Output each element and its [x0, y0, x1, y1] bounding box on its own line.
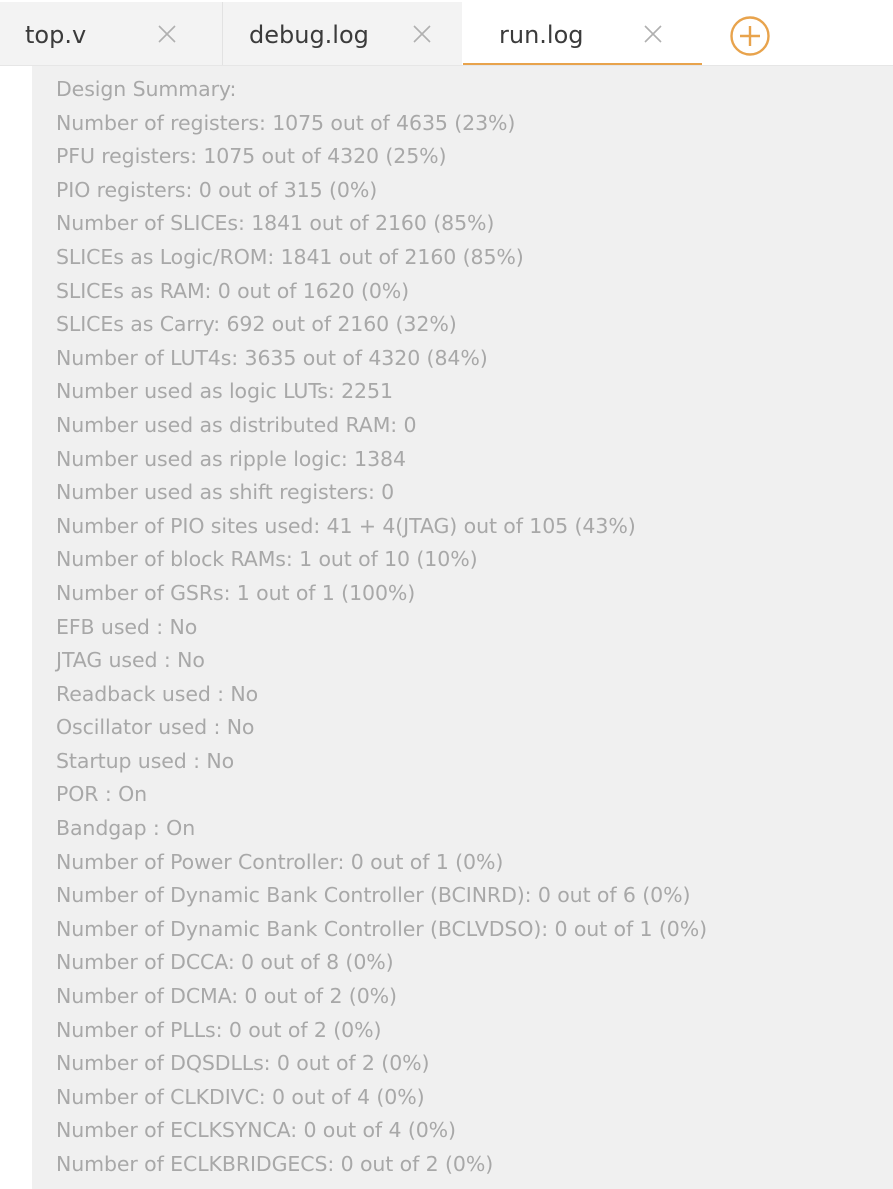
log-line: Number used as distributed RAM: 0 — [56, 412, 417, 437]
log-line: EFB used : No — [56, 614, 198, 639]
add-tab-button[interactable] — [729, 15, 771, 57]
log-line: Number of block RAMs: 1 out of 10 (10%) — [56, 547, 478, 572]
tab-debug-log[interactable] — [223, 2, 462, 65]
log-line: Number of PIO sites used: 41 + 4(JTAG) out of 105 (43%) — [56, 513, 636, 538]
log-line: Number of DCCA: 0 out of 8 (0%) — [56, 950, 394, 975]
close-icon[interactable] — [157, 24, 177, 44]
log-line: Number of ECLKBRIDGECS: 0 out of 2 (0%) — [56, 1152, 494, 1176]
log-line: PIO registers: 0 out of 315 (0%) — [56, 177, 378, 202]
tab-label: debug.log — [249, 21, 369, 49]
close-icon[interactable] — [643, 24, 663, 44]
log-line: Number of SLICEs: 1841 out of 2160 (85%) — [56, 211, 495, 236]
log-line: Number used as logic LUTs: 2251 — [56, 379, 393, 404]
log-line: Startup used : No — [56, 748, 235, 773]
log-line: SLICEs as RAM: 0 out of 1620 (0%) — [56, 278, 410, 303]
log-line: Number of registers: 1075 out of 4635 (23%) — [56, 110, 516, 135]
log-line: Design Summary: — [56, 77, 237, 101]
log-line: POR : On — [56, 782, 148, 807]
log-line: Number of Dynamic Bank Controller (BCLVDSO): 0 out of 1 (0%) — [56, 916, 707, 941]
plus-circle-icon — [729, 15, 771, 57]
log-line: Oscillator used : No — [56, 715, 255, 740]
log-line: PFU registers: 1075 out of 4320 (25%) — [56, 144, 447, 169]
log-line: Number of PLLs: 0 out of 2 (0%) — [56, 1017, 382, 1042]
tab-top-v[interactable] — [0, 2, 222, 65]
log-viewer[interactable] — [32, 66, 893, 1189]
log-line: Number of Dynamic Bank Controller (BCINRD): 0 out of 6 (0%) — [56, 883, 691, 908]
log-line: Number of GSRs: 1 out of 1 (100%) — [56, 580, 416, 605]
tab-bar — [0, 0, 893, 66]
tab-run-log[interactable] — [463, 2, 702, 65]
close-icon[interactable] — [412, 24, 432, 44]
log-line: JTAG used : No — [56, 648, 205, 673]
log-lines — [56, 73, 707, 1182]
log-line: Number used as shift registers: 0 — [56, 480, 395, 505]
log-line: SLICEs as Logic/ROM: 1841 out of 2160 (85%) — [56, 244, 524, 269]
log-line: Number of ECLKSYNCA: 0 out of 4 (0%) — [56, 1118, 456, 1143]
log-line: Bandgap : On — [56, 816, 196, 841]
log-line: Number of CLKDIVC: 0 out of 4 (0%) — [56, 1084, 425, 1109]
tab-label: run.log — [499, 21, 584, 49]
tab-label: top.v — [25, 21, 87, 49]
log-line: SLICEs as Carry: 692 out of 2160 (32%) — [56, 312, 457, 337]
log-line: Number of DQSDLLs: 0 out of 2 (0%) — [56, 1051, 430, 1076]
log-line: Number of Power Controller: 0 out of 1 (0%) — [56, 849, 504, 874]
log-line: Number of DCMA: 0 out of 2 (0%) — [56, 984, 397, 1009]
log-line: Number used as ripple logic: 1384 — [56, 446, 406, 471]
log-line: Number of LUT4s: 3635 out of 4320 (84%) — [56, 345, 488, 370]
log-line: Readback used : No — [56, 681, 259, 706]
